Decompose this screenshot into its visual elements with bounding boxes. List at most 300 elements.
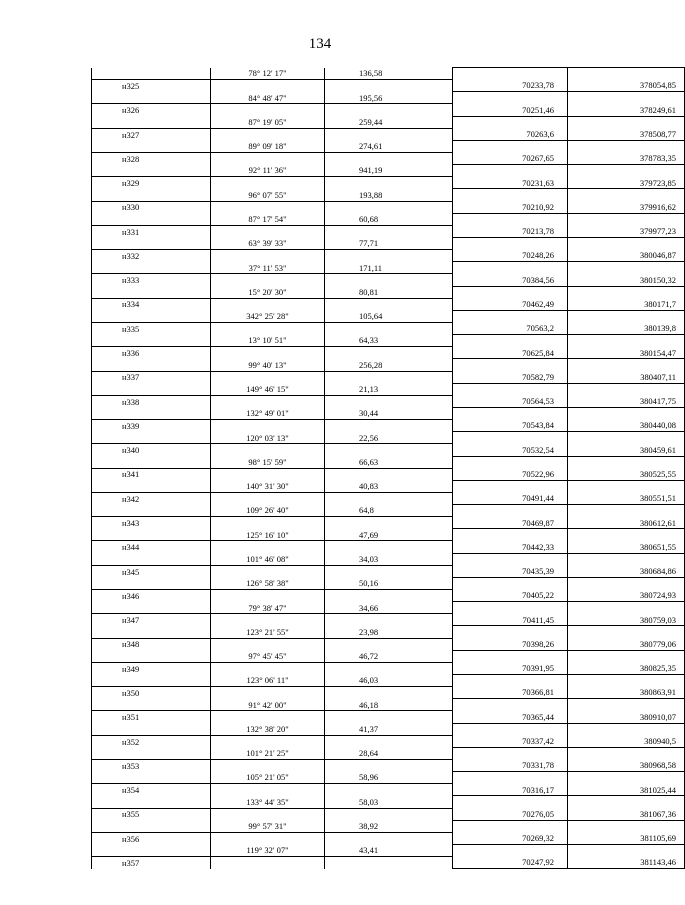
page-number: 134	[308, 36, 332, 52]
coordinate-x-cell: 70316,17	[453, 784, 568, 796]
coordinate-y-cell: 380525,55	[568, 468, 685, 480]
segment-row	[92, 140, 685, 152]
point-row	[92, 735, 685, 747]
coordinate-x-cell	[453, 359, 568, 371]
point-id-cell	[92, 359, 211, 371]
point-row	[92, 590, 685, 602]
direction-angle-cell	[211, 565, 325, 577]
coordinate-y-cell: 381143,46	[568, 857, 685, 869]
point-row	[92, 420, 685, 432]
point-row	[92, 711, 685, 723]
segment-row	[92, 359, 685, 371]
coordinate-y-cell	[568, 116, 685, 128]
coordinate-x-cell	[453, 116, 568, 128]
direction-angle-cell	[211, 298, 325, 310]
point-row	[92, 152, 685, 164]
coordinate-x-cell	[453, 213, 568, 225]
direction-angle-cell	[211, 590, 325, 602]
segment-length-cell: 34,66	[325, 602, 453, 614]
point-row	[92, 371, 685, 383]
coordinate-y-cell	[568, 189, 685, 201]
coordinate-y-cell: 380724,93	[568, 590, 685, 602]
coordinate-y-cell: 380863,91	[568, 687, 685, 699]
segment-length-cell	[325, 808, 453, 820]
point-id-cell	[92, 286, 211, 298]
direction-angle-cell: 123° 21' 55"	[211, 626, 325, 638]
direction-angle-cell: 78° 12' 17"	[211, 68, 325, 80]
point-row	[92, 128, 685, 140]
coordinate-x-cell	[453, 383, 568, 395]
coordinate-y-cell: 380551,51	[568, 492, 685, 504]
segment-length-cell: 34,03	[325, 553, 453, 565]
segment-length-cell: 60,68	[325, 213, 453, 225]
segment-length-cell: 171,11	[325, 262, 453, 274]
coordinate-y-cell: 380759,03	[568, 614, 685, 626]
direction-angle-cell	[211, 468, 325, 480]
point-id-cell	[92, 310, 211, 322]
coordinate-y-cell	[568, 723, 685, 735]
coordinate-y-cell	[568, 335, 685, 347]
coordinate-x-cell	[453, 796, 568, 808]
coordinate-x-cell: 70462,49	[453, 298, 568, 310]
segment-length-cell	[325, 420, 453, 432]
direction-angle-cell	[211, 177, 325, 189]
point-id-cell	[92, 480, 211, 492]
point-id-cell	[92, 699, 211, 711]
coordinate-x-cell	[453, 820, 568, 832]
coordinate-x-cell	[453, 845, 568, 857]
coordinate-x-cell: 70269,32	[453, 832, 568, 844]
coordinate-x-cell: 70231,63	[453, 177, 568, 189]
direction-angle-cell: 63° 39' 33"	[211, 237, 325, 249]
coordinate-x-cell: 70532,54	[453, 444, 568, 456]
segment-row	[92, 456, 685, 468]
coordinate-x-cell: 70366,81	[453, 687, 568, 699]
segment-row	[92, 407, 685, 419]
segment-length-cell	[325, 104, 453, 116]
direction-angle-cell: 109° 26' 40"	[211, 505, 325, 517]
point-id-cell	[92, 237, 211, 249]
direction-angle-cell: 149° 46' 15"	[211, 383, 325, 395]
segment-length-cell: 21,13	[325, 383, 453, 395]
coordinate-x-cell	[453, 772, 568, 784]
coordinate-x-cell	[453, 140, 568, 152]
segment-row	[92, 68, 685, 80]
coordinate-x-cell	[453, 602, 568, 614]
coordinate-y-cell	[568, 602, 685, 614]
point-id-cell: н338	[92, 395, 211, 407]
point-id-cell: н325	[92, 80, 211, 92]
coordinate-x-cell: 70263,6	[453, 128, 568, 140]
segment-length-cell: 38,92	[325, 820, 453, 832]
segment-length-cell: 80,81	[325, 286, 453, 298]
segment-length-cell: 22,56	[325, 432, 453, 444]
coordinate-y-cell	[568, 310, 685, 322]
coordinate-y-cell: 381067,36	[568, 808, 685, 820]
segment-row	[92, 213, 685, 225]
coordinate-y-cell	[568, 407, 685, 419]
coordinate-x-cell: 70213,78	[453, 225, 568, 237]
point-row	[92, 638, 685, 650]
segment-length-cell	[325, 662, 453, 674]
segment-length-cell: 64,33	[325, 335, 453, 347]
coordinate-x-cell	[453, 480, 568, 492]
point-row	[92, 687, 685, 699]
direction-angle-cell: 123° 06' 11"	[211, 675, 325, 687]
coordinate-y-cell: 378054,85	[568, 80, 685, 92]
segment-row	[92, 237, 685, 249]
coordinate-y-cell: 380046,87	[568, 250, 685, 262]
coordinate-y-cell: 381105,69	[568, 832, 685, 844]
point-row	[92, 225, 685, 237]
segment-row	[92, 602, 685, 614]
coordinate-y-cell	[568, 165, 685, 177]
segment-length-cell: 46,18	[325, 699, 453, 711]
coordinate-y-cell	[568, 432, 685, 444]
direction-angle-cell	[211, 274, 325, 286]
point-id-cell	[92, 772, 211, 784]
segment-length-cell	[325, 128, 453, 140]
coordinate-y-cell: 380910,07	[568, 711, 685, 723]
direction-angle-cell	[211, 492, 325, 504]
coordinate-y-cell: 380968,58	[568, 760, 685, 772]
segment-length-cell	[325, 468, 453, 480]
direction-angle-cell	[211, 371, 325, 383]
direction-angle-cell	[211, 760, 325, 772]
coordinate-x-cell	[453, 432, 568, 444]
segment-row	[92, 505, 685, 517]
point-id-cell: н347	[92, 614, 211, 626]
point-row	[92, 104, 685, 116]
segment-length-cell	[325, 152, 453, 164]
point-id-cell: н328	[92, 152, 211, 164]
segment-row	[92, 262, 685, 274]
coordinate-y-cell: 380612,61	[568, 517, 685, 529]
coordinate-x-cell	[453, 189, 568, 201]
segment-length-cell	[325, 614, 453, 626]
coordinate-x-cell: 70384,56	[453, 274, 568, 286]
point-row	[92, 468, 685, 480]
segment-length-cell	[325, 225, 453, 237]
coordinate-y-cell	[568, 577, 685, 589]
segment-length-cell: 64,8	[325, 505, 453, 517]
coordinate-x-cell	[453, 747, 568, 759]
point-id-cell	[92, 747, 211, 759]
coordinate-x-cell: 70251,46	[453, 104, 568, 116]
point-id-cell: н356	[92, 832, 211, 844]
coordinate-y-cell	[568, 92, 685, 104]
point-row	[92, 177, 685, 189]
point-id-cell	[92, 213, 211, 225]
coordinate-y-cell: 380779,06	[568, 638, 685, 650]
segment-length-cell: 256,28	[325, 359, 453, 371]
point-id-cell: н355	[92, 808, 211, 820]
coordinate-y-cell: 380459,61	[568, 444, 685, 456]
segment-length-cell	[325, 541, 453, 553]
point-id-cell: н354	[92, 784, 211, 796]
point-id-cell	[92, 140, 211, 152]
coordinate-x-cell: 70247,92	[453, 857, 568, 869]
direction-angle-cell	[211, 735, 325, 747]
coordinate-y-cell: 378783,35	[568, 152, 685, 164]
direction-angle-cell	[211, 832, 325, 844]
point-row	[92, 201, 685, 213]
point-id-cell: н326	[92, 104, 211, 116]
point-id-cell	[92, 383, 211, 395]
direction-angle-cell	[211, 347, 325, 359]
direction-angle-cell: 125° 16' 10"	[211, 529, 325, 541]
segment-length-cell	[325, 687, 453, 699]
segment-length-cell: 46,72	[325, 650, 453, 662]
coordinate-x-cell	[453, 335, 568, 347]
segment-length-cell: 66,63	[325, 456, 453, 468]
direction-angle-cell: 92° 11' 36"	[211, 165, 325, 177]
coordinate-x-cell	[453, 68, 568, 80]
point-id-cell	[92, 650, 211, 662]
point-row	[92, 662, 685, 674]
coordinate-x-cell: 70331,78	[453, 760, 568, 772]
direction-angle-cell	[211, 420, 325, 432]
segment-length-cell: 28,64	[325, 747, 453, 759]
direction-angle-cell	[211, 517, 325, 529]
segment-row	[92, 529, 685, 541]
point-row	[92, 250, 685, 262]
segment-length-cell	[325, 517, 453, 529]
segment-length-cell	[325, 347, 453, 359]
coordinate-x-cell: 70522,96	[453, 468, 568, 480]
direction-angle-cell	[211, 201, 325, 213]
segment-length-cell	[325, 832, 453, 844]
segment-row	[92, 699, 685, 711]
segment-length-cell	[325, 250, 453, 262]
coordinate-x-cell: 70267,65	[453, 152, 568, 164]
coordinate-y-cell	[568, 796, 685, 808]
segment-length-cell	[325, 638, 453, 650]
point-id-cell	[92, 577, 211, 589]
point-id-cell	[92, 116, 211, 128]
coordinate-x-cell: 70563,2	[453, 322, 568, 334]
coordinate-y-cell	[568, 359, 685, 371]
direction-angle-cell: 97° 45' 45"	[211, 650, 325, 662]
point-row	[92, 322, 685, 334]
coordinate-y-cell: 380139,8	[568, 322, 685, 334]
coordinate-y-cell	[568, 699, 685, 711]
point-id-cell: н353	[92, 760, 211, 772]
segment-row	[92, 480, 685, 492]
coordinate-x-cell	[453, 650, 568, 662]
segment-row	[92, 310, 685, 322]
coordinate-x-cell: 70442,33	[453, 541, 568, 553]
coordinate-x-cell	[453, 92, 568, 104]
point-id-cell: н350	[92, 687, 211, 699]
direction-angle-cell	[211, 250, 325, 262]
direction-angle-cell: 89° 09' 18"	[211, 140, 325, 152]
segment-row	[92, 553, 685, 565]
segment-row	[92, 577, 685, 589]
segment-length-cell: 41,37	[325, 723, 453, 735]
coordinate-y-cell: 379723,85	[568, 177, 685, 189]
direction-angle-cell	[211, 662, 325, 674]
point-id-cell: н337	[92, 371, 211, 383]
point-id-cell	[92, 505, 211, 517]
coordinate-x-cell: 70365,44	[453, 711, 568, 723]
direction-angle-cell: 101° 46' 08"	[211, 553, 325, 565]
coordinate-x-cell	[453, 723, 568, 735]
point-row	[92, 80, 685, 92]
segment-row	[92, 335, 685, 347]
direction-angle-cell	[211, 444, 325, 456]
direction-angle-cell	[211, 225, 325, 237]
segment-length-cell	[325, 444, 453, 456]
point-row	[92, 274, 685, 286]
direction-angle-cell	[211, 322, 325, 334]
point-id-cell	[92, 68, 211, 80]
segment-length-cell: 259,44	[325, 116, 453, 128]
point-id-cell: н357	[92, 857, 211, 869]
coordinate-x-cell	[453, 699, 568, 711]
point-id-cell: н335	[92, 322, 211, 334]
coordinate-y-cell: 380684,86	[568, 565, 685, 577]
coordinate-x-cell: 70398,26	[453, 638, 568, 650]
coordinate-y-cell: 380825,35	[568, 662, 685, 674]
point-row	[92, 784, 685, 796]
point-id-cell	[92, 626, 211, 638]
direction-angle-cell: 79° 38' 47"	[211, 602, 325, 614]
direction-angle-cell: 119° 32' 07"	[211, 845, 325, 857]
segment-length-cell: 77,71	[325, 237, 453, 249]
coordinate-y-cell: 380171,7	[568, 298, 685, 310]
coordinate-y-cell	[568, 140, 685, 152]
direction-angle-cell	[211, 808, 325, 820]
segment-row	[92, 796, 685, 808]
point-id-cell: н343	[92, 517, 211, 529]
segment-length-cell	[325, 322, 453, 334]
point-id-cell	[92, 553, 211, 565]
point-id-cell: н333	[92, 274, 211, 286]
coordinate-x-cell: 70210,92	[453, 201, 568, 213]
direction-angle-cell	[211, 857, 325, 869]
point-id-cell	[92, 820, 211, 832]
point-id-cell: н341	[92, 468, 211, 480]
direction-angle-cell: 87° 17' 54"	[211, 213, 325, 225]
coordinate-x-cell	[453, 626, 568, 638]
direction-angle-cell	[211, 541, 325, 553]
coordinate-x-cell: 70543,84	[453, 420, 568, 432]
direction-angle-cell	[211, 638, 325, 650]
direction-angle-cell	[211, 614, 325, 626]
coordinate-y-cell	[568, 213, 685, 225]
coordinate-x-cell	[453, 407, 568, 419]
segment-row	[92, 747, 685, 759]
point-row	[92, 832, 685, 844]
coordinate-x-cell: 70337,42	[453, 735, 568, 747]
segment-row	[92, 116, 685, 128]
direction-angle-cell	[211, 152, 325, 164]
coordinate-y-cell	[568, 286, 685, 298]
segment-row	[92, 723, 685, 735]
coordinate-y-cell: 380154,47	[568, 347, 685, 359]
coordinate-x-cell	[453, 675, 568, 687]
coordinate-y-cell	[568, 675, 685, 687]
segment-length-cell: 941,19	[325, 165, 453, 177]
coordinate-y-cell	[568, 529, 685, 541]
coordinate-y-cell	[568, 747, 685, 759]
segment-row	[92, 189, 685, 201]
segment-length-cell	[325, 735, 453, 747]
point-id-cell: н345	[92, 565, 211, 577]
segment-length-cell: 274,61	[325, 140, 453, 152]
direction-angle-cell: 15° 20' 30"	[211, 286, 325, 298]
coordinate-y-cell	[568, 772, 685, 784]
point-row	[92, 857, 685, 869]
segment-length-cell: 136,58	[325, 68, 453, 80]
coordinate-y-cell: 380440,08	[568, 420, 685, 432]
point-id-cell: н351	[92, 711, 211, 723]
segment-length-cell	[325, 274, 453, 286]
direction-angle-cell: 87° 19' 05"	[211, 116, 325, 128]
point-id-cell: н334	[92, 298, 211, 310]
coordinate-x-cell: 70276,05	[453, 808, 568, 820]
direction-angle-cell	[211, 104, 325, 116]
segment-length-cell	[325, 80, 453, 92]
coordinate-y-cell	[568, 262, 685, 274]
coordinate-x-cell	[453, 577, 568, 589]
segment-row	[92, 432, 685, 444]
point-row	[92, 492, 685, 504]
coordinate-x-cell: 70469,87	[453, 517, 568, 529]
point-id-cell	[92, 165, 211, 177]
coordinate-x-cell: 70411,45	[453, 614, 568, 626]
coordinate-y-cell	[568, 626, 685, 638]
direction-angle-cell	[211, 711, 325, 723]
point-id-cell: н330	[92, 201, 211, 213]
coordinate-y-cell	[568, 650, 685, 662]
point-id-cell	[92, 189, 211, 201]
direction-angle-cell: 132° 49' 01"	[211, 407, 325, 419]
point-id-cell: н348	[92, 638, 211, 650]
direction-angle-cell	[211, 80, 325, 92]
coordinate-y-cell	[568, 553, 685, 565]
segment-length-cell: 43,41	[325, 845, 453, 857]
point-row	[92, 614, 685, 626]
direction-angle-cell: 120° 03' 13"	[211, 432, 325, 444]
point-id-cell	[92, 529, 211, 541]
point-row	[92, 541, 685, 553]
point-id-cell	[92, 723, 211, 735]
point-row	[92, 347, 685, 359]
segment-row	[92, 772, 685, 784]
segment-length-cell: 58,03	[325, 796, 453, 808]
segment-length-cell	[325, 298, 453, 310]
point-id-cell	[92, 335, 211, 347]
point-id-cell	[92, 407, 211, 419]
segment-length-cell	[325, 371, 453, 383]
direction-angle-cell: 132° 38' 20"	[211, 723, 325, 735]
coordinate-y-cell	[568, 456, 685, 468]
coordinate-x-cell: 70248,26	[453, 250, 568, 262]
segment-length-cell: 47,69	[325, 529, 453, 541]
segment-row	[92, 845, 685, 857]
coordinates-table-body	[92, 68, 685, 869]
segment-length-cell	[325, 857, 453, 869]
segment-length-cell: 30,44	[325, 407, 453, 419]
coordinate-y-cell: 379916,62	[568, 201, 685, 213]
segment-length-cell: 58,96	[325, 772, 453, 784]
direction-angle-cell: 105° 21' 05"	[211, 772, 325, 784]
coordinate-x-cell: 70391,95	[453, 662, 568, 674]
direction-angle-cell: 342° 25' 28"	[211, 310, 325, 322]
coordinate-y-cell: 380940,5	[568, 735, 685, 747]
